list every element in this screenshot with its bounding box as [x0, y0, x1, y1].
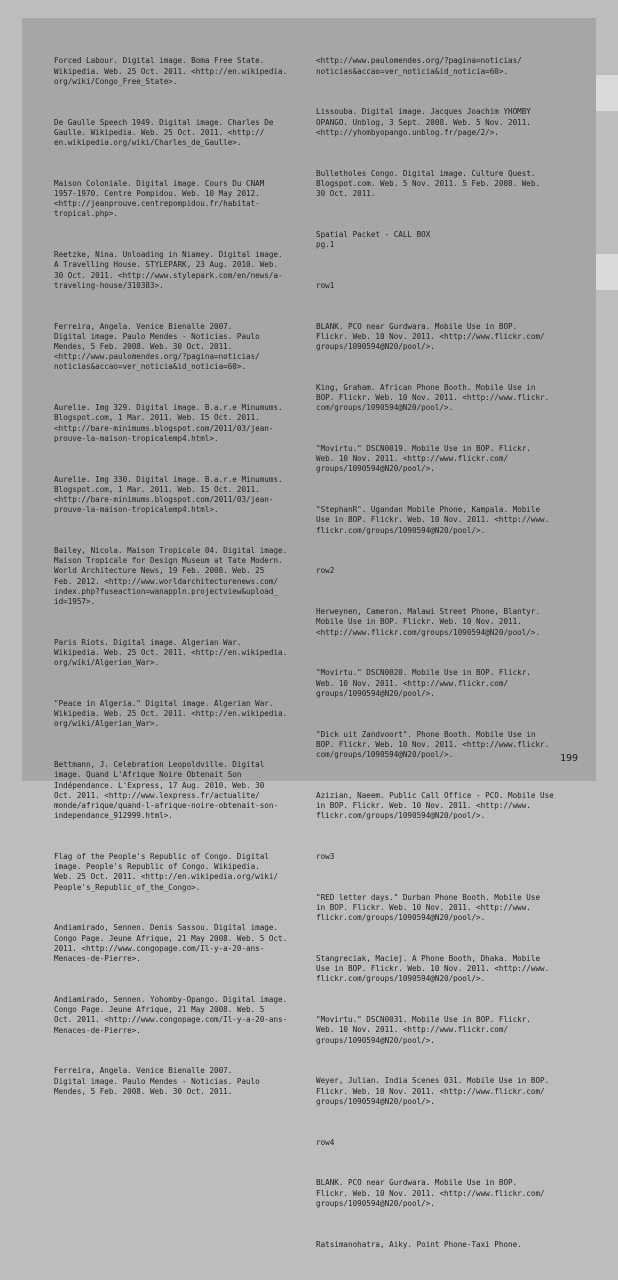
- row-label: row2: [316, 566, 335, 576]
- citation-entry: "Movirtu." DSCN0031. Mobile Use in BOP. Flickr. Web. 10 Nov. 2011. <http://www.flickr.com/ groups/1090594@N20/pool/>.: [316, 1015, 531, 1045]
- citation-entry: "Peace in Algeria." Digital image. Algerian War. Wikipedia. Web. 25 Oct. 2011. <http://en.wikipedia. org/wiki/Algerian_War>.: [54, 699, 288, 729]
- citation-entry: BLANK. PCO near Gurdwara. Mobile Use in BOP. Flickr. Web. 10 Nov. 2011. <http://www.flickr.com/ groups/1090594@N20/pool/>.: [316, 1178, 545, 1208]
- citation-entry: Maison Coloniale. Digital image. Cours Du CNAM 1957-1970. Centre Pompidou. Web. 10 May 2012. <http://jeanprouve.centrepompidou.fr/habitat- tropical.php>.: [54, 178, 265, 219]
- citation-entry: Paris Riots. Digital image. Algerian War. Wikipedia. Web. 25 Oct. 2011. <http://en.wikipedia. org/wiki/Algerian_War>.: [54, 637, 288, 668]
- citation-entry: "RED letter days." Durban Phone Booth. Mobile Use in BOP. Flickr. Web. 10 Nov. 2011. <http://www. flickr.com/groups/1090594@N20/pool/>.: [316, 892, 541, 923]
- citation-entry: Bailey, Nicola. Maison Tropicale 04. Digital image. Maison Tropicale for Design Museum at Tate Modern. World Architecture News, 19 Feb. 2008. Web. 25 Feb. 2012. <http://www.worldarchitecturenews.com/ index.php?fuseaction=wanappln.projectview&upload_ id=1957>.: [54, 546, 288, 607]
- section-heading: Spatial Packet - CALL BOX pg.1: [316, 229, 431, 250]
- page-edge-tab: [596, 254, 618, 290]
- citation-entry: "Dick uit Zandvoort". Phone Booth. Mobile Use in BOP. Flickr. Web. 10 Nov. 2011. <http://www.flickr. com/groups/1090594@N20/pool/>.: [316, 729, 550, 760]
- citation-entry: BLANK. PCO near Gurdwara. Mobile Use in BOP. Flickr. Web. 10 Nov. 2011. <http://www.flickr.com/ groups/1090594@N20/pool/>.: [316, 321, 545, 352]
- row-label: row1: [316, 280, 335, 290]
- citation-entry: Flag of the People's Republic of Congo. Digital image. People's Republic of Congo. Wikipedia. Web. 25 Oct. 2011. <http://en.wikipedia.org/wiki/ People's_Republic_of_the_Congo>.: [54, 852, 279, 892]
- citation-entry: Azizian, Naeem. Public Call Office - PCO. Mobile Use in BOP. Flickr. Web. 10 Nov. 2011. <http://www. flickr.com/groups/1090594@N20/pool/>.: [316, 790, 554, 821]
- right-column: [316, 36, 574, 1280]
- left-column: [54, 36, 306, 1128]
- citation-entry: Forced Labour. Digital image. Boma Free State. Wikipedia. Web. 25 Oct. 2011. <http://en.wikipedia. org/wiki/Congo_Free_State>.: [54, 56, 288, 86]
- citation-entry: Andiamirado, Sennen. Denis Sassou. Digital image. Congo Page. Jeune Afrique, 21 May 2008. Web. 5 Oct. 2011. <http://www.congopage.com/Il-y-a-20-ans- Menaces-de-Pierre>.: [54, 923, 288, 964]
- citation-entry: Reetzke, Nina. Unloading in Niamey. Digital image. A Travelling House. STYLEPARK, 23 Aug. 2010. Web. 30 Oct. 2011. <http://www.stylepark.com/en/news/a- traveling-house/310383>.: [54, 250, 283, 290]
- row-label: row3: [316, 852, 335, 862]
- citation-entry: Weyer, Julian. India Scenes 031. Mobile Use in BOP. Flickr. Web. 10 Nov. 2011. <http://www.flickr.com/ groups/1090594@N20/pool/>.: [316, 1076, 550, 1106]
- citation-entry: "Movirtu." DSCN0020. Mobile Use in BOP. Flickr. Web. 10 Nov. 2011. <http://www.flickr.com/ groups/1090594@N20/pool/>.: [316, 668, 531, 698]
- citation-entry: Ferreira, Angela. Venice Bienalle 2007. Digital image. Paulo Mendes - Noticias. Paulo Mendes, 5 Feb. 2008. Web. 30 Oct. 2011. <http://www.paulomendes.org/?pagina=noticias/ noticias&accao=ver_noticia&id_noticia=60>.: [54, 321, 260, 372]
- citation-entry: Ferreira, Angela. Venice Bienalle 2007. Digital image. Paulo Mendes - Noticias. Paulo Mendes, 5 Feb. 2008. Web. 30 Oct. 2011.: [54, 1066, 260, 1096]
- citation-entry: Andiamirado, Sennen. Yohomby-Opango. Digital image. Congo Page. Jeune Afrique, 21 May 2008. Web. 5 Oct. 2011. <http://www.congopage.com/Il-y-a-20-ans- Menaces-de-Pierre>.: [54, 994, 288, 1035]
- page-number: 199: [560, 753, 579, 764]
- citation-entry: Aurelie. Img 330. Digital image. B.a.r.e Minumums. Blogspot.com, 1 Mar. 2011. Web. 15 Oct. 2011. <http://bare-minimums.blogspot.com/2011/03/jean- prouve-la-maison-tropicalemp4.html>.: [54, 474, 283, 515]
- citation-entry: <http://www.paulomendes.org/?pagina=noticias/ noticias&accao=ver_noticia&id_noticia=60>.: [316, 56, 522, 76]
- page-edge-tab: [596, 75, 618, 111]
- citation-entry: King, Graham. African Phone Booth. Mobile Use in BOP. Flickr. Web. 10 Nov. 2011. <http://www.flickr. com/groups/1090594@N20/pool/>.: [316, 382, 550, 413]
- citation-entry: Herweynen, Cameron. Malawi Street Phone, Blantyr. Mobile Use in BOP. Flickr. Web. 10 Nov. 2011. <http://www.flickr.com/groups/1090594@N20/pool/>.: [316, 607, 541, 637]
- citation-entry: Stangreciak, Maciej. A Phone Booth, Dhaka. Mobile Use in BOP. Flickr. Web. 10 Nov. 2011. <http://www. flickr.com/groups/1090594@N20/pool/>.: [316, 954, 550, 984]
- citation-entry: Ratsimanohatra, Aiky. Point Phone-Taxi Phone.: [316, 1239, 522, 1249]
- citation-entry: De Gaulle Speech 1949. Digital image. Charles De Gaulle. Wikipedia. Web. 25 Oct. 2011. <http:// en.wikipedia.org/wiki/Charles_de_Gaulle>.: [54, 117, 274, 148]
- citation-entry: Aurelie. Img 329. Digital image. B.a.r.e Minumums. Blogspot.com, 1 Mar. 2011. Web. 15 Oct. 2011. <http://bare-minimums.blogspot.com/2011/03/jean- prouve-la-maison-tropicalemp4.html>.: [54, 403, 283, 443]
- citation-entry: Bulletholes Congo. Digital image. Culture Quest. Blogspot.com. Web. 5 Nov. 2011. 5 Feb. 2008. Web. 30 Oct. 2011.: [316, 168, 541, 199]
- citation-entry: Bettmann, J. Celebration Leopoldville. Digital image. Quand L'Afrique Noire Obtenait Son Indépendance. L'Express, 17 Aug. 2010. Web. 30 Oct. 2011. <http://www.lexpress.fr/actualite/ monde/afrique/quand-l-afrique-noire-obtenait-son- independance_912999.html>.: [54, 760, 279, 821]
- citation-entry: "Movirtu." DSCN0019. Mobile Use in BOP. Flickr. Web. 10 Nov. 2011. <http://www.flickr.com/ groups/1090594@N20/pool/>.: [316, 444, 531, 474]
- document-page: [22, 18, 596, 1249]
- row-label: row4: [316, 1137, 335, 1147]
- citation-entry: Lissouba. Digital image. Jacques Joachim YHOMBY OPANGO. Unblog, 3 Sept. 2008. Web. 5 Nov. 2011. <http://yhombyopango.unblog.fr/page/2/>.: [316, 107, 531, 137]
- citation-entry: "StephanR". Ugandan Mobile Phone, Kampala. Mobile Use in BOP. Flickr. Web. 10 Nov. 2011. <http://www. flickr.com/groups/1090594@N20/pool/>.: [316, 505, 550, 535]
